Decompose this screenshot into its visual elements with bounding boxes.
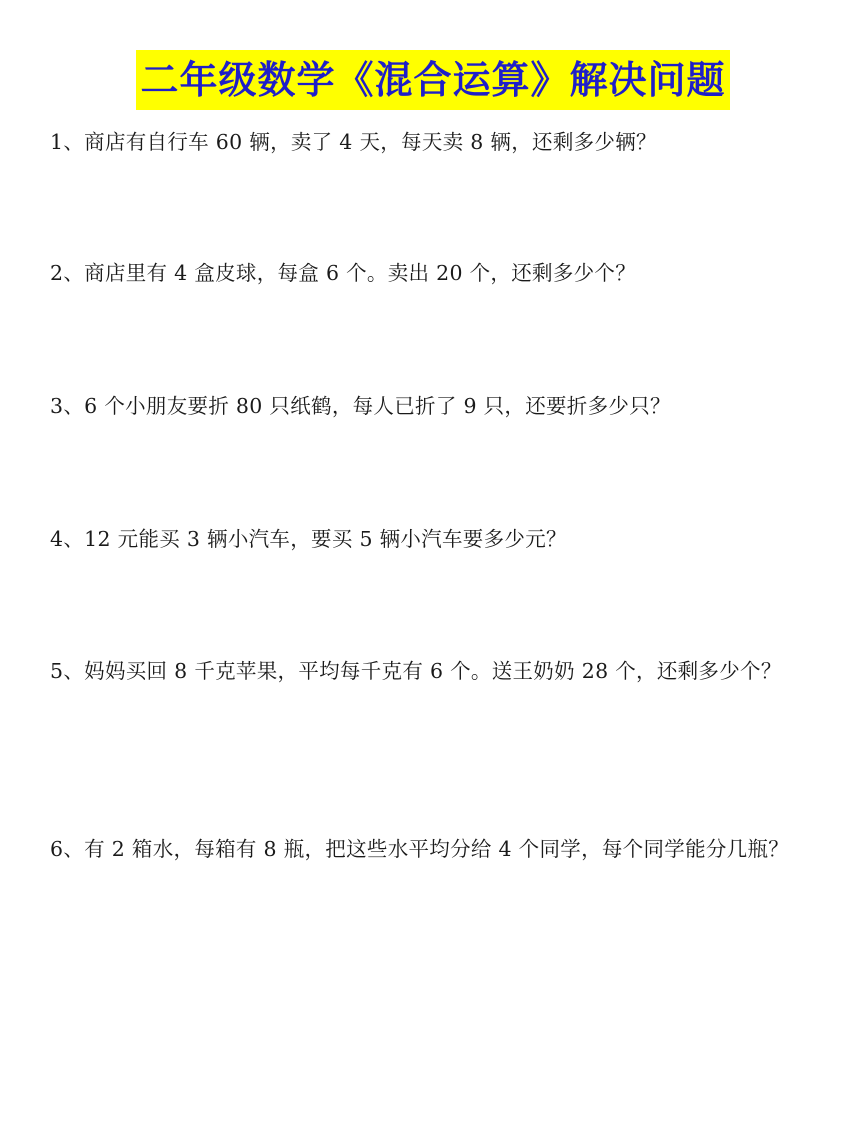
problem-item [50,383,825,429]
problem-number: 2、 [50,261,85,285]
problem-text: 商店有自行车 60 辆，卖了 4 天，每天卖 8 辆，还剩多少辆？ [84,130,657,154]
worksheet-title: 二年级数学《混合运算》解决问题 [136,50,729,110]
problem-number: 5、 [50,659,85,683]
problem-number: 4、 [50,527,85,551]
problem-text: 6 个小朋友要折 80 只纸鹤，每人已折了 9 只，还要折多少只？ [84,394,671,418]
problem-text: 12 元能买 3 辆小汽车，要买 5 辆小汽车要多少元？ [84,527,567,551]
problem-item [50,516,825,562]
problem-number: 1、 [50,130,85,154]
problem-number: 3、 [50,394,85,418]
problem-text: 妈妈买回 8 千克苹果，平均每千克有 6 个。送王奶奶 28 个，还剩多少个？ [84,659,782,683]
problem-item [50,250,825,296]
problem-text: 有 2 箱水，每箱有 8 瓶，把这些水平均分给 4 个同学，每个同学能分几瓶？ [84,837,790,861]
problem-text: 商店里有 4 盒皮球，每盒 6 个。卖出 20 个，还剩多少个？ [84,261,637,285]
title-container [0,50,866,110]
problem-number: 6、 [50,837,85,861]
problem-item [50,826,825,872]
problem-item [50,119,825,165]
problem-item [50,648,825,694]
